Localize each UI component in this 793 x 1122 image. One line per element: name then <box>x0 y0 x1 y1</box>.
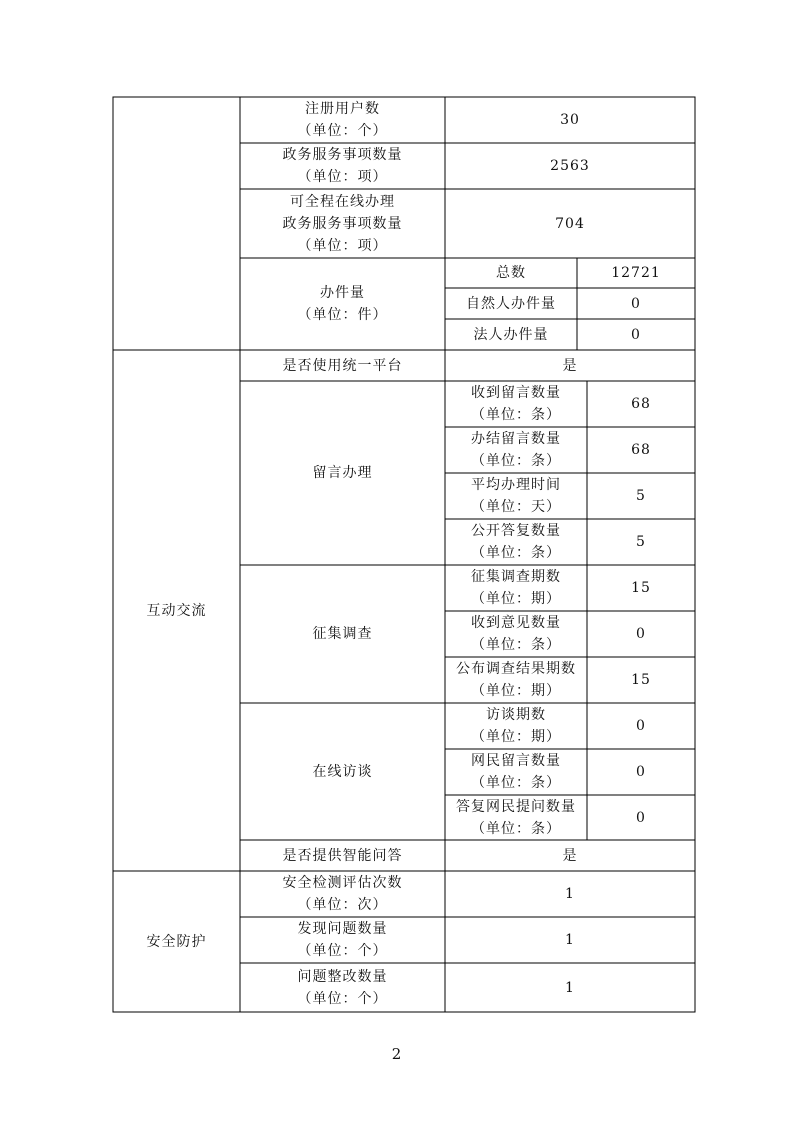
interview-answers-value: 0 <box>636 809 646 826</box>
security-category: 安全防护 <box>146 933 207 950</box>
service-items-label: 政务服务事项数量 （单位：项） <box>282 147 403 185</box>
messages-avg-time-label: 平均办理时间 （单位：天） <box>471 477 561 515</box>
survey-opinions-value: 0 <box>636 626 646 642</box>
security-found-label: 发现问题数量 （单位：个） <box>297 921 388 959</box>
interview-periods-label: 访谈期数 （单位：期） <box>471 707 561 745</box>
survey-opinions-label: 收到意见数量 （单位：条） <box>471 615 561 653</box>
security-fixed-label: 问题整改数量 （单位：个） <box>297 968 388 1007</box>
cases-natural-label: 自然人办件量 <box>466 295 556 312</box>
survey-results-label: 公布调查结果期数 （单位：期） <box>456 661 576 699</box>
online-items-label: 可全程在线办理 政务服务事项数量 （单位：项） <box>282 193 403 254</box>
cases-label: 办件量 （单位：件） <box>297 285 388 323</box>
survey-results-value: 15 <box>631 672 651 688</box>
cases-total-label: 总数 <box>496 265 526 281</box>
survey-label: 征集调查 <box>312 626 373 642</box>
security-found-value: 1 <box>565 932 575 948</box>
interview-netizen-label: 网民留言数量 （单位：条） <box>471 753 561 791</box>
security-checks-label: 安全检测评估次数 （单位：次） <box>282 875 403 913</box>
messages-public-label: 公开答复数量 （单位：条） <box>471 523 561 561</box>
smart-qa-value: 是 <box>562 847 578 864</box>
messages-received-value: 68 <box>631 396 651 412</box>
interaction-category: 互动交流 <box>146 602 207 619</box>
smart-qa-label: 是否提供智能问答 <box>282 847 403 864</box>
interview-periods-value: 0 <box>636 718 646 734</box>
online-items-value: 704 <box>555 215 585 232</box>
interview-label: 在线访谈 <box>312 763 373 780</box>
interview-answers-label: 答复网民提问数量 （单位：条） <box>456 798 576 837</box>
security-checks-value: 1 <box>565 886 575 902</box>
messages-done-label: 办结留言数量 （单位：条） <box>471 431 561 469</box>
messages-label: 留言办理 <box>312 465 373 481</box>
interview-netizen-value: 0 <box>636 764 646 780</box>
security-fixed-value: 1 <box>565 979 575 996</box>
cases-total-value: 12721 <box>611 265 661 281</box>
messages-received-label: 收到留言数量 （单位：条） <box>471 385 561 423</box>
service-items-value: 2563 <box>550 158 590 174</box>
messages-public-value: 5 <box>636 534 646 550</box>
cases-legal-value: 0 <box>631 326 641 343</box>
registered-users-value: 30 <box>560 112 580 128</box>
unified-platform-label: 是否使用统一平台 <box>282 357 403 374</box>
cases-natural-value: 0 <box>631 295 641 312</box>
messages-avg-time-value: 5 <box>636 488 646 504</box>
survey-periods-label: 征集调查期数 （单位：期） <box>471 569 561 607</box>
survey-periods-value: 15 <box>631 580 651 596</box>
registered-users-label: 注册用户数 （单位：个） <box>297 101 388 139</box>
unified-platform-value: 是 <box>562 357 578 374</box>
messages-done-value: 68 <box>631 442 651 458</box>
cases-legal-label: 法人办件量 <box>473 326 549 343</box>
page-number: 2 <box>391 1045 402 1063</box>
